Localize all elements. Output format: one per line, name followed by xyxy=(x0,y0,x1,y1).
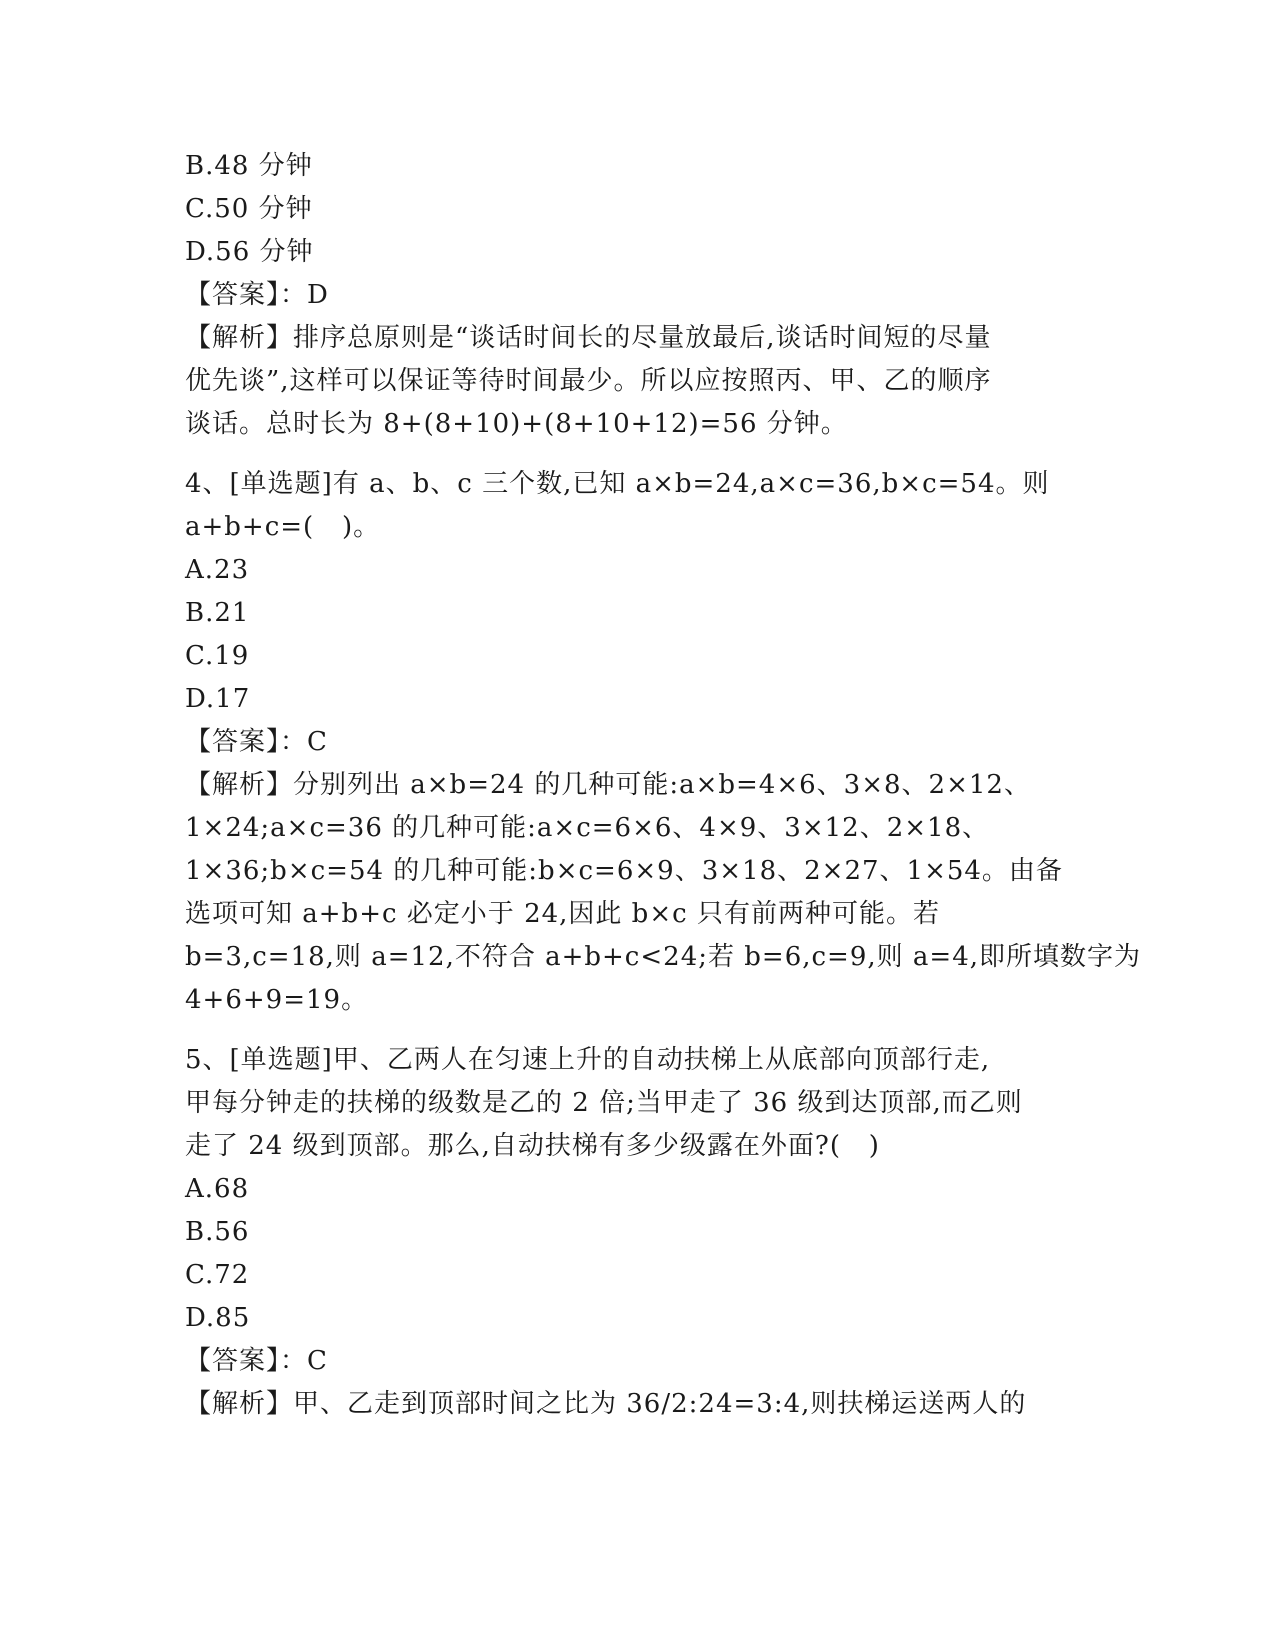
question-4 xyxy=(185,463,1142,1022)
analysis-line: 选项可知 a+b+c 必定小于 24,因此 b×c 只有前两种可能。若 xyxy=(185,899,940,929)
question-stem: a+b+c=( )。 xyxy=(185,512,381,542)
question-3-tail xyxy=(185,145,1085,446)
question-stem: 4、[单选题]有 a、b、c 三个数,已知 a×b=24,a×c=36,b×c=54。则 xyxy=(185,469,1050,499)
answer-line: 【答案】：C xyxy=(185,1346,328,1376)
answer-line: 【答案】：D xyxy=(185,280,329,310)
option-d: D.17 xyxy=(185,684,251,714)
analysis-line: 【解析】分别列出 a×b=24 的几种可能:a×b=4×6、3×8、2×12、 xyxy=(185,770,1031,800)
question-stem: 走了 24 级到顶部。那么,自动扶梯有多少级露在外面?( ) xyxy=(185,1131,880,1161)
question-stem: 甲每分钟走的扶梯的级数是乙的 2 倍;当甲走了 36 级到达顶部,而乙则 xyxy=(185,1088,1023,1118)
question-gap xyxy=(185,1022,1085,1039)
answer-line: 【答案】：C xyxy=(185,727,328,757)
option-c: C.72 xyxy=(185,1260,250,1290)
option-a: A.68 xyxy=(185,1174,250,1204)
option-d: D.56 分钟 xyxy=(185,237,314,267)
analysis-line: b=3,c=18,则 a=12,不符合 a+b+c<24;若 b=6,c=9,则 a=4,即所填数字为 xyxy=(185,942,1142,972)
question-gap xyxy=(185,446,1085,463)
option-b: B.21 xyxy=(185,598,250,628)
analysis-line: 1×36;b×c=54 的几种可能:b×c=6×9、3×18、2×27、1×54。由备 xyxy=(185,856,1063,886)
option-c: C.19 xyxy=(185,641,250,671)
option-b: B.48 分钟 xyxy=(185,151,313,181)
option-d: D.85 xyxy=(185,1303,251,1333)
option-b: B.56 xyxy=(185,1217,250,1247)
analysis-line: 谈话。总时长为 8+(8+10)+(8+10+12)=56 分钟。 xyxy=(185,409,848,439)
analysis-line: 优先谈”,这样可以保证等待时间最少。所以应按照丙、甲、乙的顺序 xyxy=(185,366,992,396)
option-c: C.50 分钟 xyxy=(185,194,313,224)
analysis-line: 【解析】排序总原则是“谈话时间长的尽量放最后,谈话时间短的尽量 xyxy=(185,323,992,353)
option-a: A.23 xyxy=(185,555,250,585)
question-stem: 5、[单选题]甲、乙两人在匀速上升的自动扶梯上从底部向顶部行走, xyxy=(185,1045,991,1075)
analysis-line: 1×24;a×c=36 的几种可能:a×c=6×6、4×9、3×12、2×18、 xyxy=(185,813,990,843)
page-content xyxy=(185,145,1142,1426)
question-5 xyxy=(185,1039,1085,1426)
analysis-line: 【解析】甲、乙走到顶部时间之比为 36/2:24=3:4,则扶梯运送两人的 xyxy=(185,1389,1027,1419)
analysis-line: 4+6+9=19。 xyxy=(185,985,369,1015)
